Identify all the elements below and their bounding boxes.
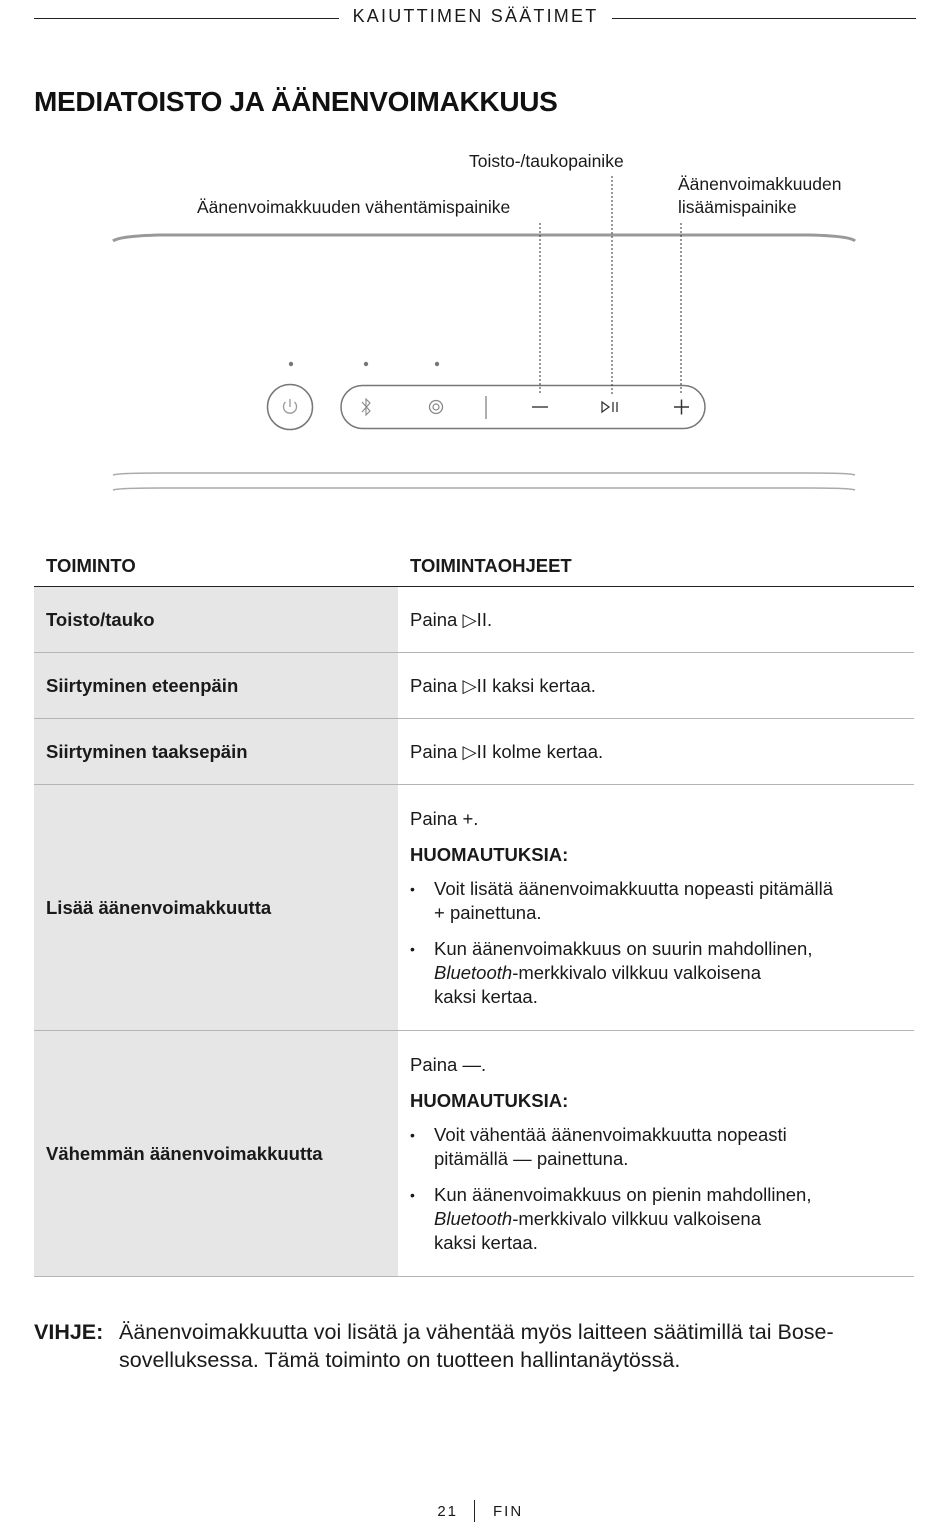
instruction-cell: Paina ▷II kaksi kertaa. xyxy=(398,653,914,719)
instruction-text: Paina —. xyxy=(410,1053,487,1075)
notes-list xyxy=(410,1123,902,1255)
speaker-lower-edge-2 xyxy=(113,488,855,490)
page-footer xyxy=(0,1500,950,1524)
notes-heading: HUOMAUTUKSIA: xyxy=(410,1089,569,1111)
function-cell: Toisto/tauko xyxy=(34,587,398,653)
note-item: • Kun äänenvoimakkuus on pienin mahdollinen, Bluetooth-merkkivalo vilkkuu valkoisena kaksi kertaa. xyxy=(410,1183,902,1255)
action-button[interactable] xyxy=(430,401,443,414)
function-cell: Vähemmän äänenvoimakkuutta xyxy=(34,1031,398,1277)
bluetooth-icon xyxy=(362,399,370,415)
section-title: KAIUTTIMEN SÄÄTIMET xyxy=(352,6,599,26)
bluetooth-indicator-light xyxy=(364,362,368,366)
instruction-cell: Paina ▷II. xyxy=(398,587,914,653)
power-indicator-light xyxy=(289,362,293,366)
table-header-row xyxy=(34,545,914,587)
bluetooth-button[interactable] xyxy=(362,399,370,415)
table-row xyxy=(34,1031,914,1277)
instruction-cell: Paina ▷II kolme kertaa. xyxy=(398,719,914,785)
table-row xyxy=(34,653,914,719)
instruction-text: Paina +. xyxy=(410,807,479,829)
table-row xyxy=(34,785,914,1031)
callout-play-pause: Toisto-/taukopainike xyxy=(469,151,624,171)
language-code: FIN xyxy=(493,1503,524,1520)
callout-volume-up: Äänenvoimakkuuden lisäämispainike xyxy=(678,174,842,217)
play-pause-button[interactable] xyxy=(602,402,617,412)
note-item: • Voit vähentää äänenvoimakkuutta nopeasti pitämällä — painettuna. xyxy=(410,1123,902,1171)
notes-list xyxy=(410,877,902,1009)
tip-text: Äänenvoimakkuutta voi lisätä ja vähentää myös laitteen säätimillä tai Bose-sovelluksessa. Tämä toiminto on tuotteen hallintanäytössä. xyxy=(119,1320,834,1372)
note-item: • Kun äänenvoimakkuus on suurin mahdollinen, Bluetooth-merkkivalo vilkkuu valkoisena kaksi kertaa. xyxy=(410,937,902,1009)
action-indicator-light xyxy=(435,362,439,366)
notes-heading: HUOMAUTUKSIA: xyxy=(410,843,569,865)
page-header xyxy=(34,6,916,32)
action-icon xyxy=(430,401,443,414)
speaker-top-edge xyxy=(113,235,855,241)
header-rule-left xyxy=(34,18,339,19)
page-number: 21 xyxy=(437,1503,458,1520)
column-header-function: TOIMINTO xyxy=(34,545,398,587)
play-pause-icon xyxy=(602,402,609,412)
table-row xyxy=(34,587,914,653)
control-panel xyxy=(341,386,705,429)
table-row xyxy=(34,719,914,785)
controls-table xyxy=(34,545,914,1277)
function-cell: Siirtyminen eteenpäin xyxy=(34,653,398,719)
callout-volume-down: Äänenvoimakkuuden vähentämispainike xyxy=(197,197,511,217)
page-title: MEDIATOISTO JA ÄÄNENVOIMAKKUUS xyxy=(34,86,558,117)
tip-label: VIHJE: xyxy=(34,1320,104,1344)
footer-separator xyxy=(474,1500,475,1522)
speaker-controls-diagram xyxy=(0,140,950,510)
volume-up-button[interactable] xyxy=(674,400,689,415)
note-item: • Voit lisätä äänenvoimakkuutta nopeasti pitämällä + painettuna. xyxy=(410,877,902,925)
function-cell: Lisää äänenvoimakkuutta xyxy=(34,785,398,1031)
header-rule-right xyxy=(612,18,916,19)
column-header-instructions: TOIMINTAOHJEET xyxy=(398,545,914,587)
function-cell: Siirtyminen taaksepäin xyxy=(34,719,398,785)
power-button[interactable] xyxy=(268,385,313,430)
instruction-cell xyxy=(398,785,914,1031)
speaker-lower-edge-1 xyxy=(113,473,855,475)
instruction-cell xyxy=(398,1031,914,1277)
